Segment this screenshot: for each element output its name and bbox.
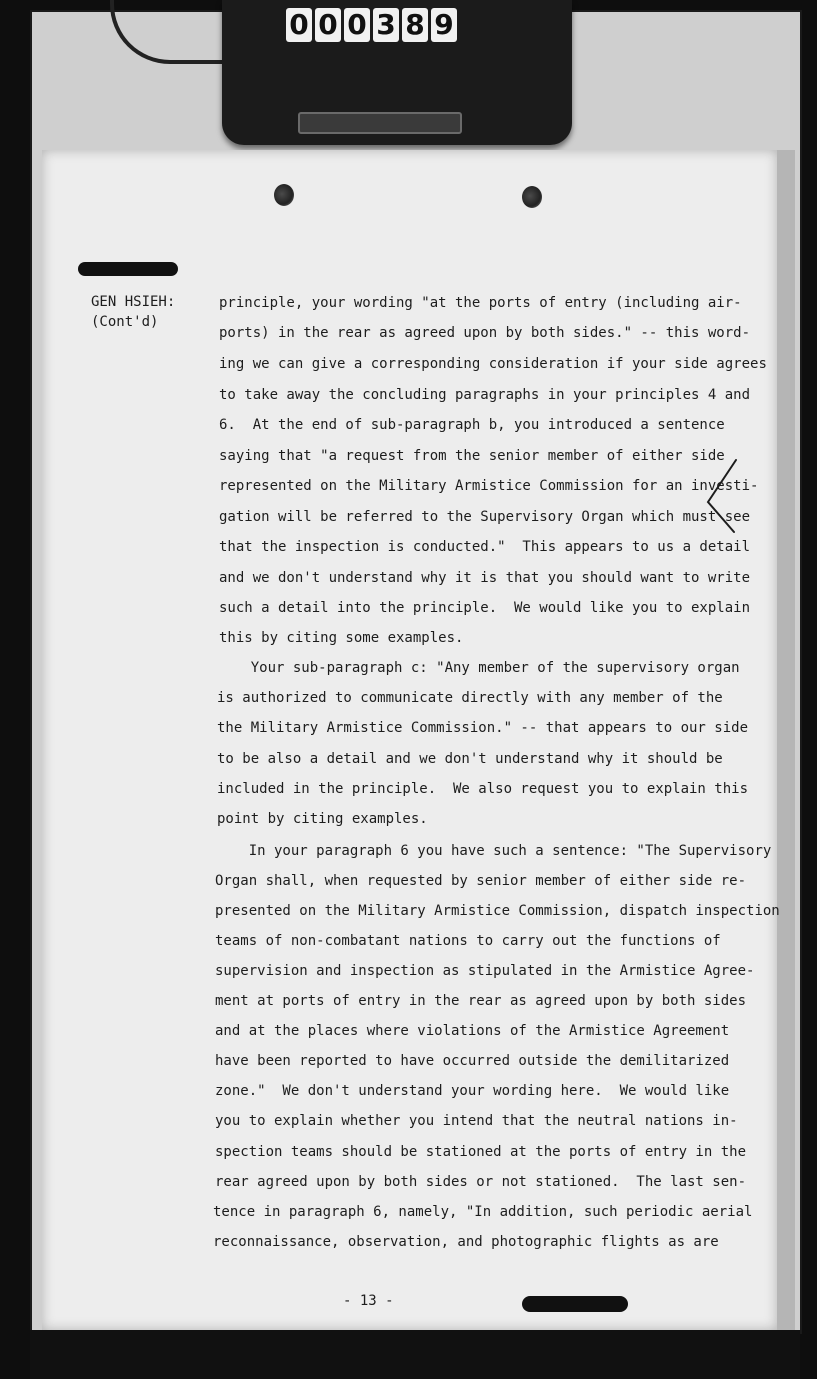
body-line: is authorized to communicate directly with any member of the: [217, 690, 723, 706]
body-line: and we don't understand why it is that you should want to write: [219, 570, 751, 586]
body-line: principle, your wording "at the ports of entry (including air-: [219, 295, 742, 311]
body-line: teams of non-combatant nations to carry out the functions of: [215, 933, 721, 949]
scan-bottom-edge: [30, 1330, 800, 1379]
body-line: spection teams should be stationed at the ports of entry in the: [215, 1144, 747, 1160]
body-line: supervision and inspection as stipulated in the Armistice Agree-: [215, 963, 755, 979]
body-line: ing we can give a corresponding consideration if your side agrees: [219, 356, 767, 372]
counter-digit: 0: [286, 8, 312, 42]
body-line: to be also a detail and we don't understand why it should be: [217, 751, 723, 767]
punch-hole: [522, 186, 542, 208]
body-line: that the inspection is conducted." This appears to us a detail: [219, 539, 751, 555]
frame-counter-device: [222, 0, 572, 145]
body-line: represented on the Military Armistice Commission for an investi-: [219, 478, 759, 494]
body-line: presented on the Military Armistice Commission, dispatch inspection: [215, 903, 780, 919]
counter-digit: 9: [431, 8, 457, 42]
body-line: rear agreed upon by both sides or not stationed. The last sen-: [215, 1174, 747, 1190]
speaker-label: [91, 292, 175, 332]
body-line: you to explain whether you intend that the neutral nations in-: [215, 1113, 738, 1129]
body-line: included in the principle. We also request you to explain this: [217, 781, 749, 797]
body-line: to take away the concluding paragraphs in your principles 4 and: [219, 387, 751, 403]
speaker-name: GEN HSIEH:: [91, 294, 176, 310]
counter-digit: 8: [402, 8, 428, 42]
body-line: and at the places where violations of the Armistice Agreement: [215, 1023, 730, 1039]
redacted-classification-mark: [78, 262, 178, 276]
page-number: - 13 -: [343, 1293, 394, 1309]
counter-digit: 0: [344, 8, 370, 42]
body-line: this by citing some examples.: [219, 630, 464, 646]
punch-hole: [274, 184, 294, 206]
body-line: 6. At the end of sub-paragraph b, you introduced a sentence: [219, 417, 725, 433]
frame-counter-digits: [286, 8, 457, 44]
body-line: have been reported to have occurred outside the demilitarized: [215, 1053, 730, 1069]
body-line: tence in paragraph 6, namely, "In addition, such periodic aerial: [213, 1204, 753, 1220]
counter-digit: 3: [373, 8, 399, 42]
body-line: zone." We don't understand your wording here. We would like: [215, 1083, 730, 1099]
body-line: In your paragraph 6 you have such a sentence: "The Supervisory: [215, 843, 772, 859]
redacted-classification-mark: [522, 1296, 628, 1312]
body-line: ment at ports of entry in the rear as agreed upon by both sides: [215, 993, 747, 1009]
body-line: saying that "a request from the senior member of either side: [219, 448, 725, 464]
body-line: point by citing examples.: [217, 811, 428, 827]
body-line: gation will be referred to the Supervisory Organ which must see: [219, 509, 751, 525]
body-line: Organ shall, when requested by senior member of either side re-: [215, 873, 747, 889]
body-line: such a detail into the principle. We would like you to explain: [219, 600, 751, 616]
body-line: Your sub-paragraph c: "Any member of the supervisory organ: [217, 660, 740, 676]
page-edge-strip: [777, 150, 795, 1330]
body-line: reconnaissance, observation, and photographic flights as are: [213, 1234, 719, 1250]
counter-digit: 0: [315, 8, 341, 42]
counter-slot: [298, 112, 462, 134]
body-line: the Military Armistice Commission." -- that appears to our side: [217, 720, 749, 736]
body-line: ports) in the rear as agreed upon by both sides." -- this word-: [219, 325, 751, 341]
speaker-continued: (Cont'd): [91, 314, 159, 330]
margin-bracket-mark: [700, 456, 742, 536]
